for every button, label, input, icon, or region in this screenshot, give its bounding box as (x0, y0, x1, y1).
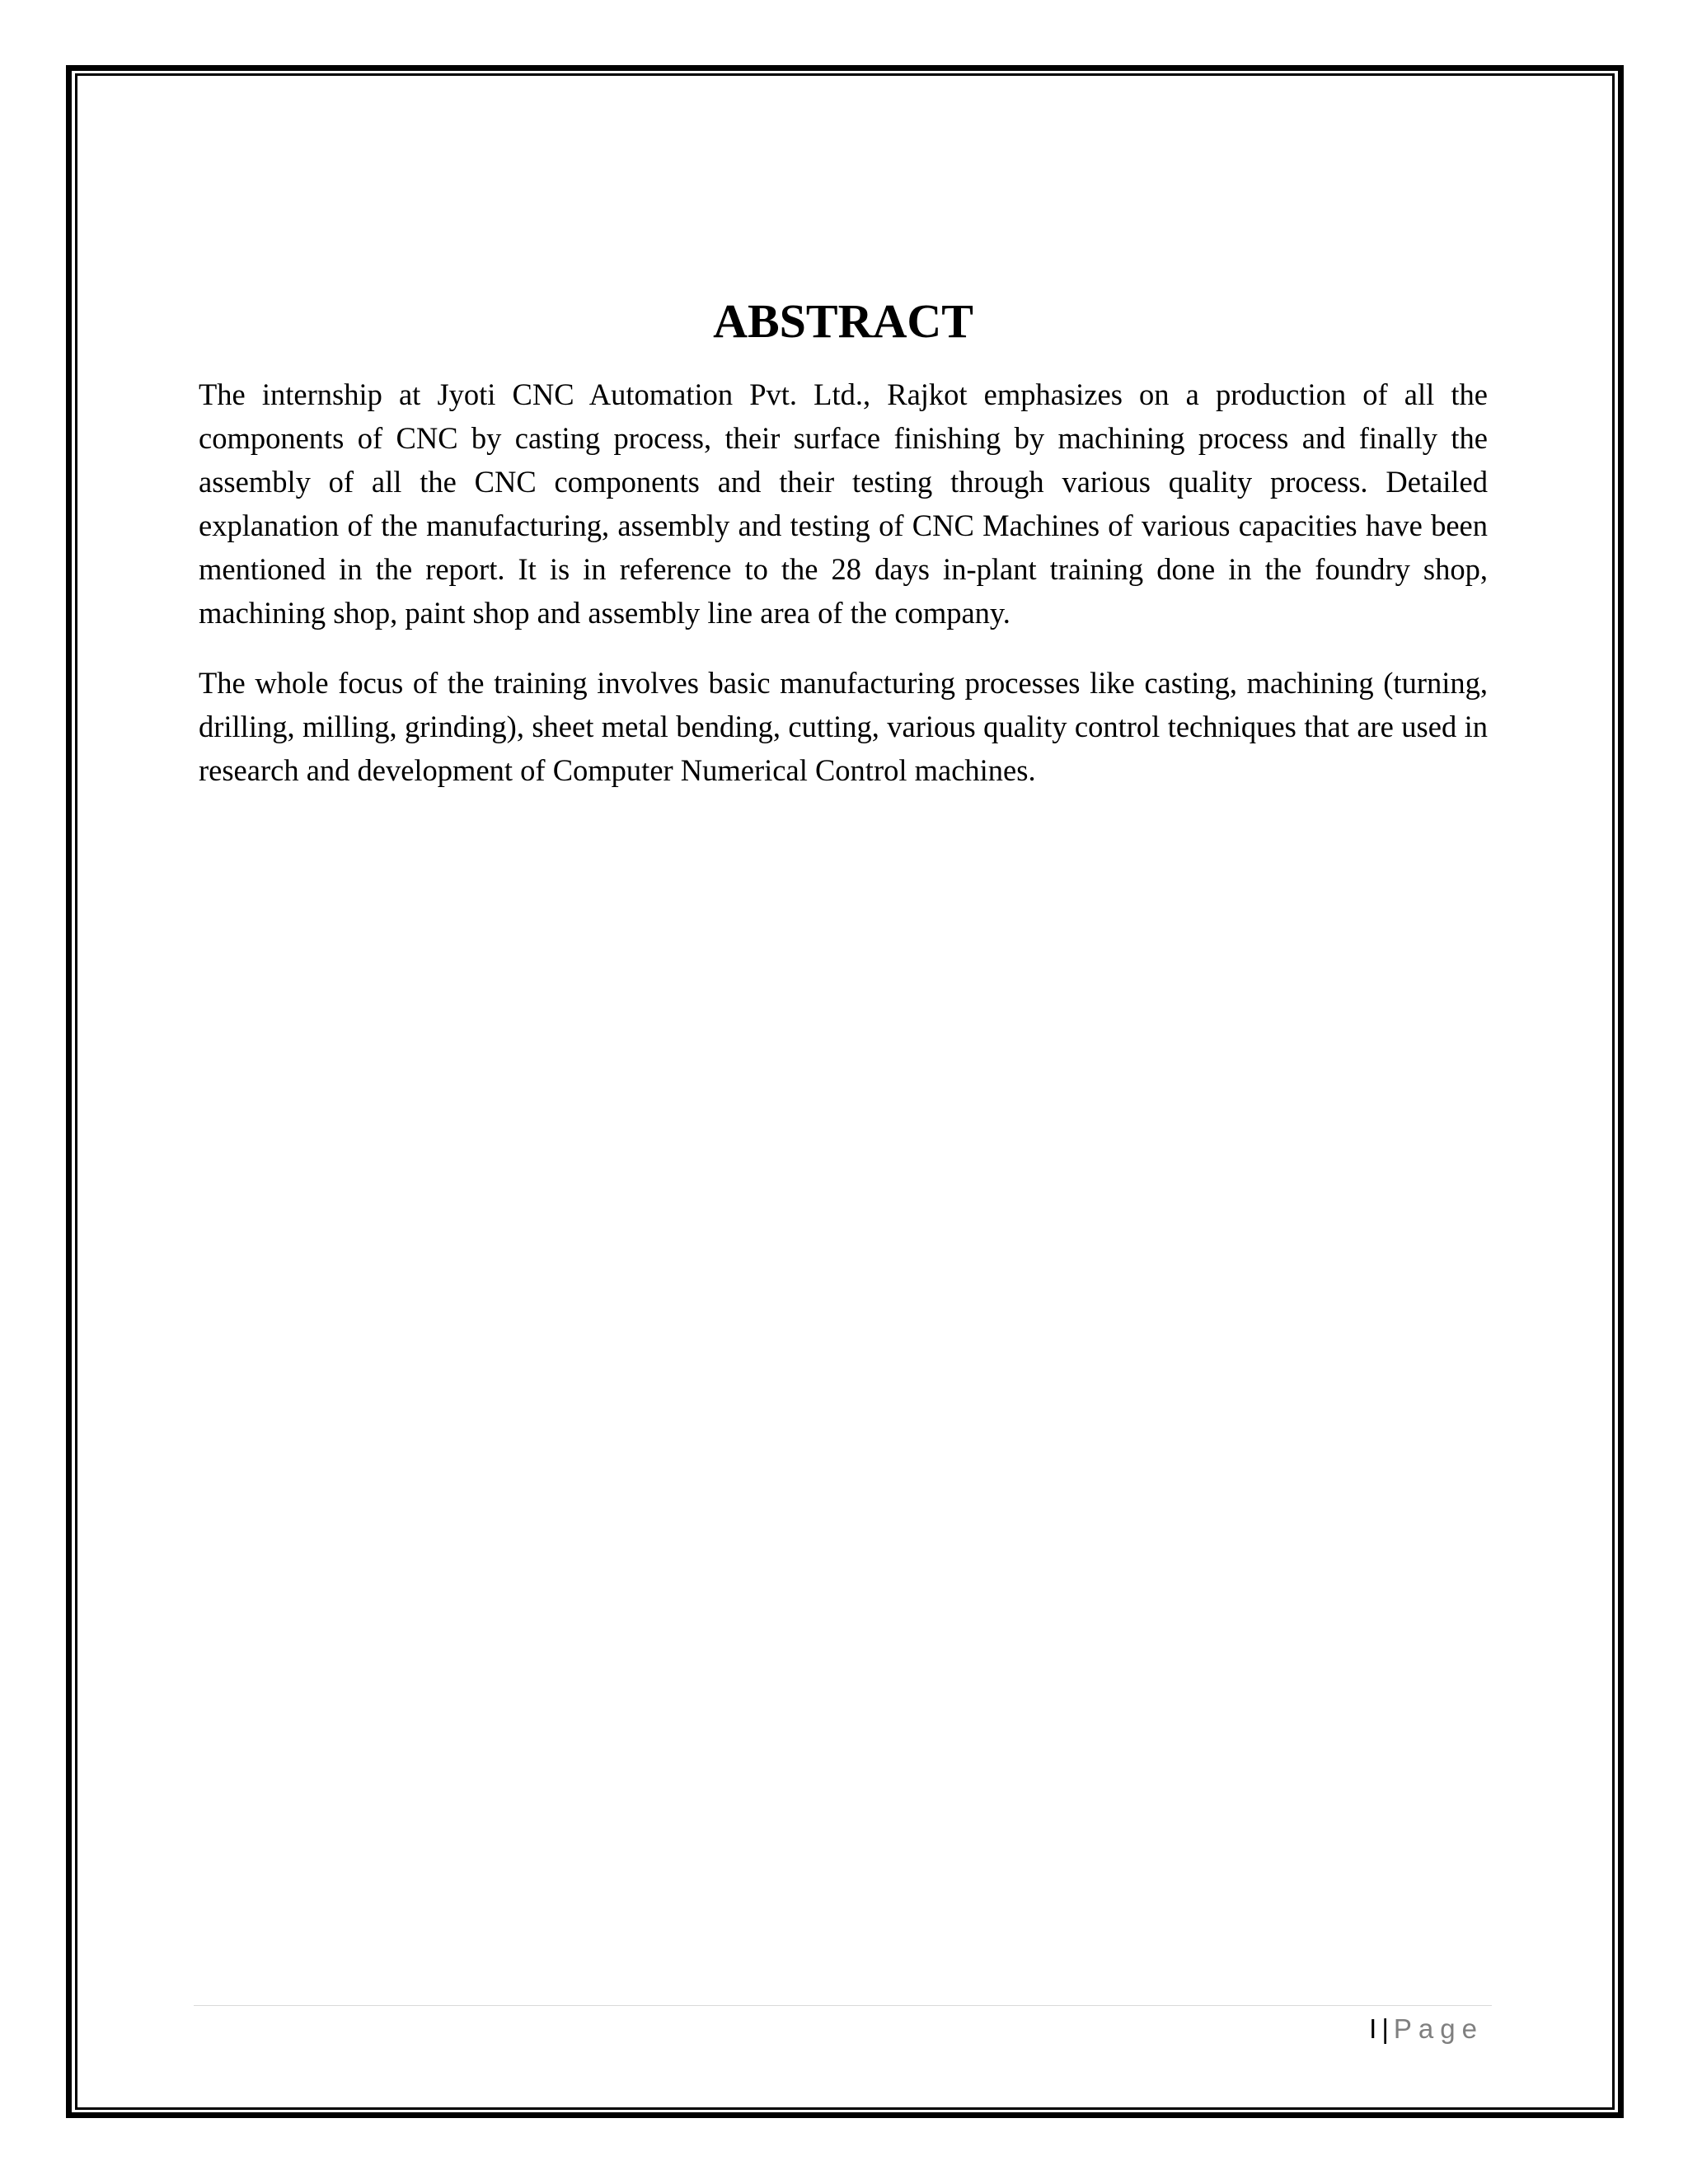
abstract-paragraph-1: The internship at Jyoti CNC Automation Pvt. Ltd., Rajkot emphasizes on a production of all the components of CNC by casting process, their surface finishing by machining process and finally the assembly of all the CNC components and their testing through various quality process. Detailed explanation of the manufacturing, assembly and testing of CNC Machines of various capacities have been mentioned in the report. It is in reference to the 28 days in-plant training done in the foundry shop, machining shop, paint shop and assembly line area of the company. (199, 377, 1488, 630)
page-title: ABSTRACT (713, 294, 973, 348)
abstract-paragraph-2: The whole focus of the training involves basic manufacturing processes like casting, machining (turning, drilling, milling, grinding), sheet metal bending, cutting, various quality control techniques that are used in research and development of Computer Numerical Control machines. (199, 666, 1488, 787)
footer-separator: | (1381, 2013, 1389, 2044)
page-label: Page (1393, 2013, 1484, 2044)
page-footer (1369, 2008, 1484, 2050)
page-content (199, 288, 1488, 818)
page-number: I (1369, 2013, 1377, 2044)
footer-divider (194, 2005, 1492, 2006)
